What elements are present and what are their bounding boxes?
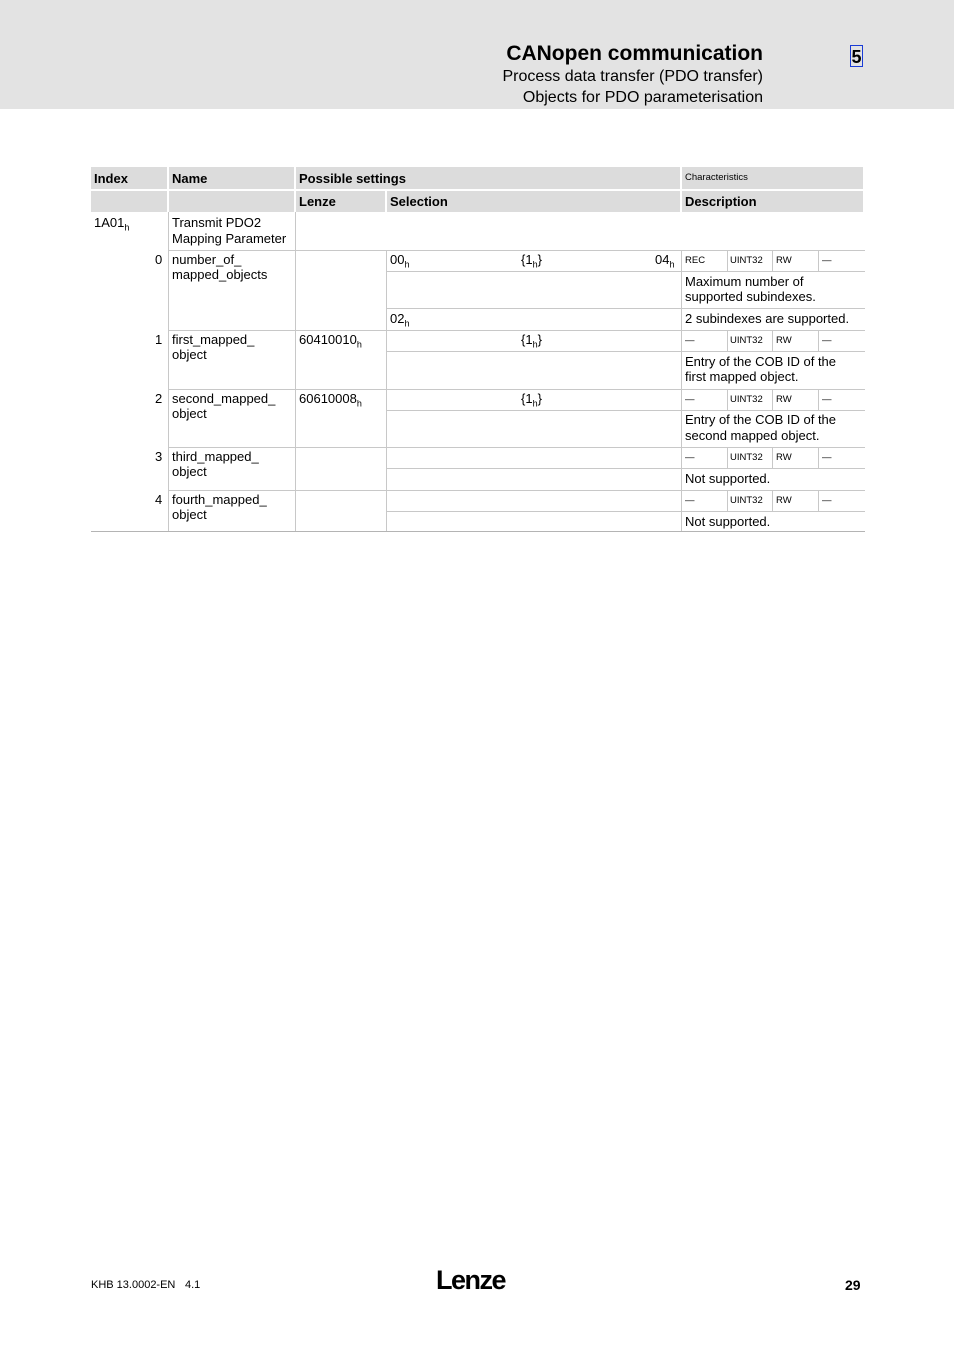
page-number: 29 [845, 1277, 861, 1293]
char-access: RW [776, 495, 792, 506]
name-cell-line2: object [172, 464, 207, 479]
column-header-index: Index [94, 171, 128, 186]
char-datatype: UINT32 [730, 255, 763, 266]
char-datatype: UINT32 [730, 394, 763, 405]
grid-line [772, 447, 773, 468]
description-line1: Not supported. [685, 514, 771, 529]
selection-min: $00_h$ [390, 252, 410, 270]
name-cell-line2: object [172, 507, 207, 522]
grid-line [727, 490, 728, 511]
char-type: REC [685, 255, 706, 266]
grid-line [295, 212, 296, 531]
column-header-possible-settings: Possible settings [299, 171, 406, 186]
grid-line [387, 511, 865, 512]
char-type: — [685, 394, 695, 405]
page-subtitle-1: Process data transfer (PDO transfer) [502, 68, 763, 85]
description-line1: Not supported. [685, 471, 771, 486]
name-cell-line2: object [172, 347, 207, 362]
description-line2: supported subindexes. [685, 289, 816, 304]
description-extra: 2 subindexes are supported. [685, 311, 850, 326]
char-access: RW [776, 255, 792, 266]
header-band [0, 0, 954, 109]
description-line1: Entry of the COB ID of the [685, 354, 837, 369]
grid-line [387, 308, 865, 309]
selection-step: $\{1_h\}$ [521, 252, 542, 270]
grid-line [169, 250, 865, 251]
description-line2: second mapped object. [685, 428, 820, 443]
char-extra: — [822, 335, 832, 346]
name-cell-line1: first_mapped_ [172, 332, 255, 347]
grid-line [727, 330, 728, 351]
grid-line [681, 250, 682, 531]
header-cell-blank-2 [169, 191, 294, 212]
subindex-cell: 0 [155, 252, 163, 267]
grid-line [387, 468, 865, 469]
lenze-logo-text: Lenze [436, 1265, 506, 1295]
char-extra: — [822, 452, 832, 463]
column-header-lenze: Lenze [299, 194, 336, 209]
char-datatype: UINT32 [730, 495, 763, 506]
grid-line [772, 389, 773, 410]
char-type: — [685, 495, 695, 506]
column-header-selection: Selection [390, 194, 448, 209]
page-subtitle-2: Objects for PDO parameterisation [522, 89, 763, 106]
column-header-characteristics: Characteristics [685, 172, 748, 183]
name-cell-line2: mapped_objects [172, 267, 268, 282]
grid-line [818, 389, 819, 410]
char-access: RW [776, 452, 792, 463]
description-line1: Maximum number of [685, 274, 804, 289]
char-extra: — [822, 255, 832, 266]
grid-line [168, 212, 169, 531]
grid-line [169, 490, 865, 491]
name-cell-line1: third_mapped_ [172, 449, 259, 464]
char-access: RW [776, 394, 792, 405]
grid-line [387, 410, 865, 411]
header-cell-blank-1 [91, 191, 167, 212]
grid-line [386, 250, 387, 531]
subindex-cell: 3 [155, 449, 163, 464]
description-line2: first mapped object. [685, 369, 799, 384]
name-cell-line1: second_mapped_ [172, 391, 276, 406]
grid-line [772, 250, 773, 271]
char-datatype: UINT32 [730, 335, 763, 346]
char-extra: — [822, 394, 832, 405]
description-line1: Entry of the COB ID of the [685, 412, 837, 427]
grid-line [727, 447, 728, 468]
char-access: RW [776, 335, 792, 346]
name-cell-line1: number_of_ [172, 252, 242, 267]
subindex-cell: 4 [155, 492, 163, 507]
char-extra: — [822, 495, 832, 506]
grid-line [387, 271, 865, 272]
selection-step: $\{1_h\}$ [521, 332, 542, 350]
grid-line [727, 250, 728, 271]
grid-line [772, 490, 773, 511]
subindex-cell: 2 [155, 391, 163, 406]
name-cell-line1: Transmit PDO2 [172, 215, 262, 230]
char-type: — [685, 335, 695, 346]
chapter-number-link[interactable]: 5 [851, 47, 862, 67]
page-title: CANopen communication [506, 42, 763, 65]
lenze-default: $60610008_h$ [299, 391, 362, 409]
subindex-cell: 1 [155, 332, 163, 347]
grid-line [169, 447, 865, 448]
index-cell: $1A01_h$ [94, 215, 130, 233]
grid-line [818, 330, 819, 351]
grid-line [169, 330, 865, 331]
selection-value: $02_h$ [390, 311, 410, 329]
name-cell-line2: object [172, 406, 207, 421]
footer-doc-id: KHB 13.0002-EN [91, 1279, 176, 1291]
footer-version: 4.1 [185, 1279, 201, 1291]
table-bottom-line [91, 531, 865, 532]
column-header-name: Name [172, 171, 208, 186]
column-header-description: Description [685, 194, 757, 209]
grid-line [387, 351, 865, 352]
grid-line [818, 250, 819, 271]
selection-step: $\{1_h\}$ [521, 391, 542, 409]
grid-line [169, 389, 865, 390]
grid-line [727, 389, 728, 410]
lenze-logo [436, 1265, 516, 1295]
grid-line [772, 330, 773, 351]
lenze-default: $60410010_h$ [299, 332, 362, 350]
char-type: — [685, 452, 695, 463]
char-datatype: UINT32 [730, 452, 763, 463]
selection-max: $04_h$ [655, 252, 675, 270]
name-cell-line1: fourth_mapped_ [172, 492, 267, 507]
name-cell-line2: Mapping Parameter [172, 231, 287, 246]
grid-line [818, 490, 819, 511]
grid-line [818, 447, 819, 468]
